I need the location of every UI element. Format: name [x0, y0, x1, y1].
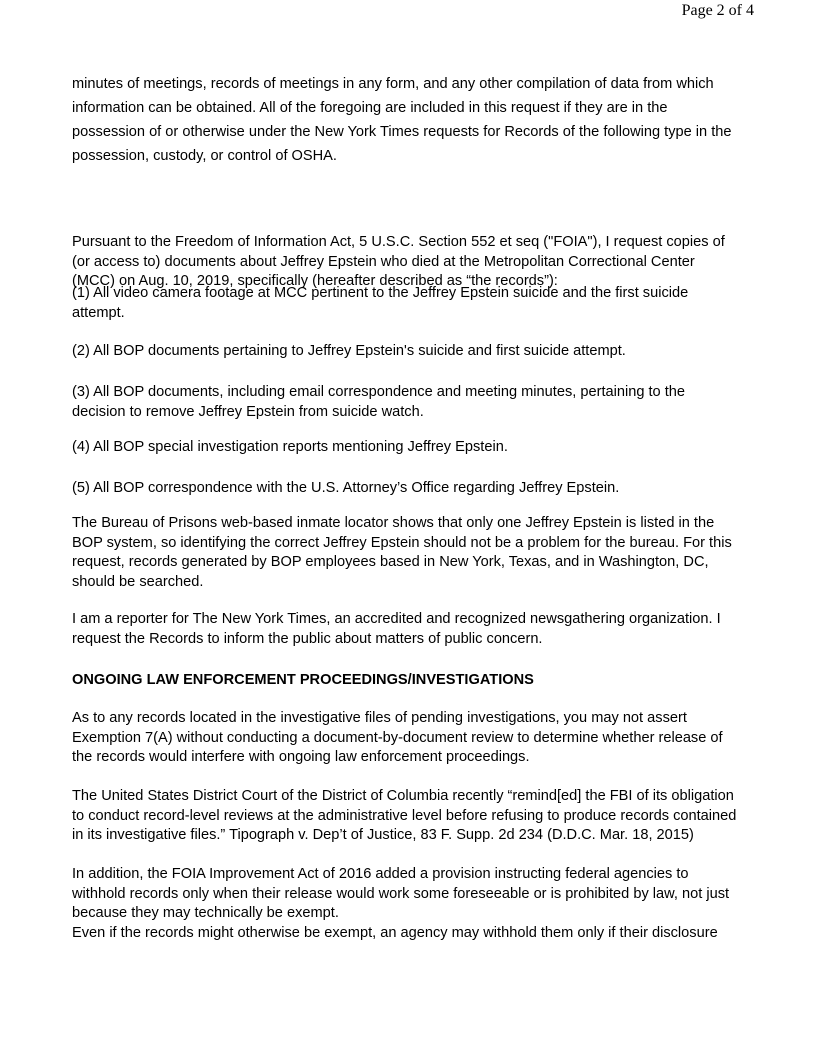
paragraph — [72, 233, 762, 292]
text-line: The Bureau of Prisons web-based inmate locator shows that only one Jeffrey Epstein is listed in the — [72, 515, 715, 531]
text-line: As to any records located in the investigative files of pending investigations, you may not assert — [72, 710, 687, 726]
paragraph — [72, 383, 762, 422]
text-line: minutes of meetings, records of meetings in any form, and any other compilation of data from which — [72, 76, 714, 92]
paragraph — [72, 479, 762, 499]
text-line: the records would interfere with ongoing law enforcement proceedings. — [72, 749, 530, 765]
text-line: information can be obtained. All of the foregoing are included in this request if they are in the — [72, 100, 668, 116]
text-line: (5) All BOP correspondence with the U.S. Attorney’s Office regarding Jeffrey Epstein. — [72, 480, 620, 496]
text-line: The United States District Court of the District of Columbia recently “remind[ed] the FBI of its obligation — [72, 788, 734, 804]
text-line: I am a reporter for The New York Times, an accredited and recognized newsgathering organization. I — [72, 611, 721, 627]
text-line: should be searched. — [72, 573, 204, 590]
text-line: request the Records to inform the public about matters of public concern. — [72, 630, 543, 647]
paragraph — [72, 342, 762, 362]
text-line: (1) All video camera footage at MCC pertinent to the Jeffrey Epstein suicide and the first suicide — [72, 285, 689, 301]
text-line: (or access to) documents about Jeffrey Epstein who died at the Metropolitan Correctional Center — [72, 253, 695, 270]
paragraph — [72, 924, 762, 944]
paragraph — [72, 72, 762, 168]
text-line: (4) All BOP special investigation reports mentioning Jeffrey Epstein. — [72, 439, 508, 455]
text-line: (3) All BOP documents, including email correspondence and meeting minutes, pertaining to the — [72, 384, 686, 400]
section-heading — [72, 671, 762, 691]
text-line: in its investigative files.” Tipograph v. Dep’t of Justice, 83 F. Supp. 2d 234 (D.D.C. Mar. 18, 2015) — [72, 827, 694, 843]
text-line: withhold records only when their release would work some foreseeable or is prohibited by law, not just — [72, 885, 730, 902]
text-line: decision to remove Jeffrey Epstein from suicide watch. — [72, 403, 424, 420]
text-line: possession of or otherwise under the New York Times requests for Records of the following type in the — [72, 124, 732, 140]
paragraph — [72, 610, 762, 649]
paragraph — [72, 514, 762, 592]
text-line: Exemption 7(A) without conducting a document-by-document review to determine whether release of — [72, 729, 723, 746]
text-line: ONGOING LAW ENFORCEMENT PROCEEDINGS/INVESTIGATIONS — [72, 672, 534, 688]
text-line: (MCC) on Aug. 10, 2019, specifically (hereafter described as “the records”): — [72, 273, 558, 289]
paragraph — [72, 865, 762, 924]
paragraph — [72, 709, 762, 768]
text-line: attempt. — [72, 304, 125, 321]
paragraph — [72, 787, 762, 846]
text-line: BOP system, so identifying the correct Jeffrey Epstein should not be a problem for the bureau. For this — [72, 534, 732, 551]
text-line: possession, custody, or control of OSHA. — [72, 148, 337, 164]
text-line: to conduct record-level reviews at the administrative level before refusing to produce records contained — [72, 807, 737, 824]
paragraph — [72, 438, 762, 458]
text-line: Pursuant to the Freedom of Information Act, 5 U.S.C. Section 552 et seq ("FOIA"), I request copies of — [72, 234, 725, 250]
paragraph — [72, 284, 762, 323]
text-line: In addition, the FOIA Improvement Act of 2016 added a provision instructing federal agencies to — [72, 866, 689, 882]
page-number: Page 2 of 4 — [681, 2, 754, 19]
text-line: because they may technically be exempt. — [72, 905, 339, 921]
text-line: Even if the records might otherwise be exempt, an agency may withhold them only if their disclosure — [72, 925, 718, 941]
text-line: request, records generated by BOP employees based in New York, Texas, and in Washington, DC, — [72, 554, 709, 570]
text-line: (2) All BOP documents pertaining to Jeffrey Epstein's suicide and first suicide attempt. — [72, 343, 626, 359]
